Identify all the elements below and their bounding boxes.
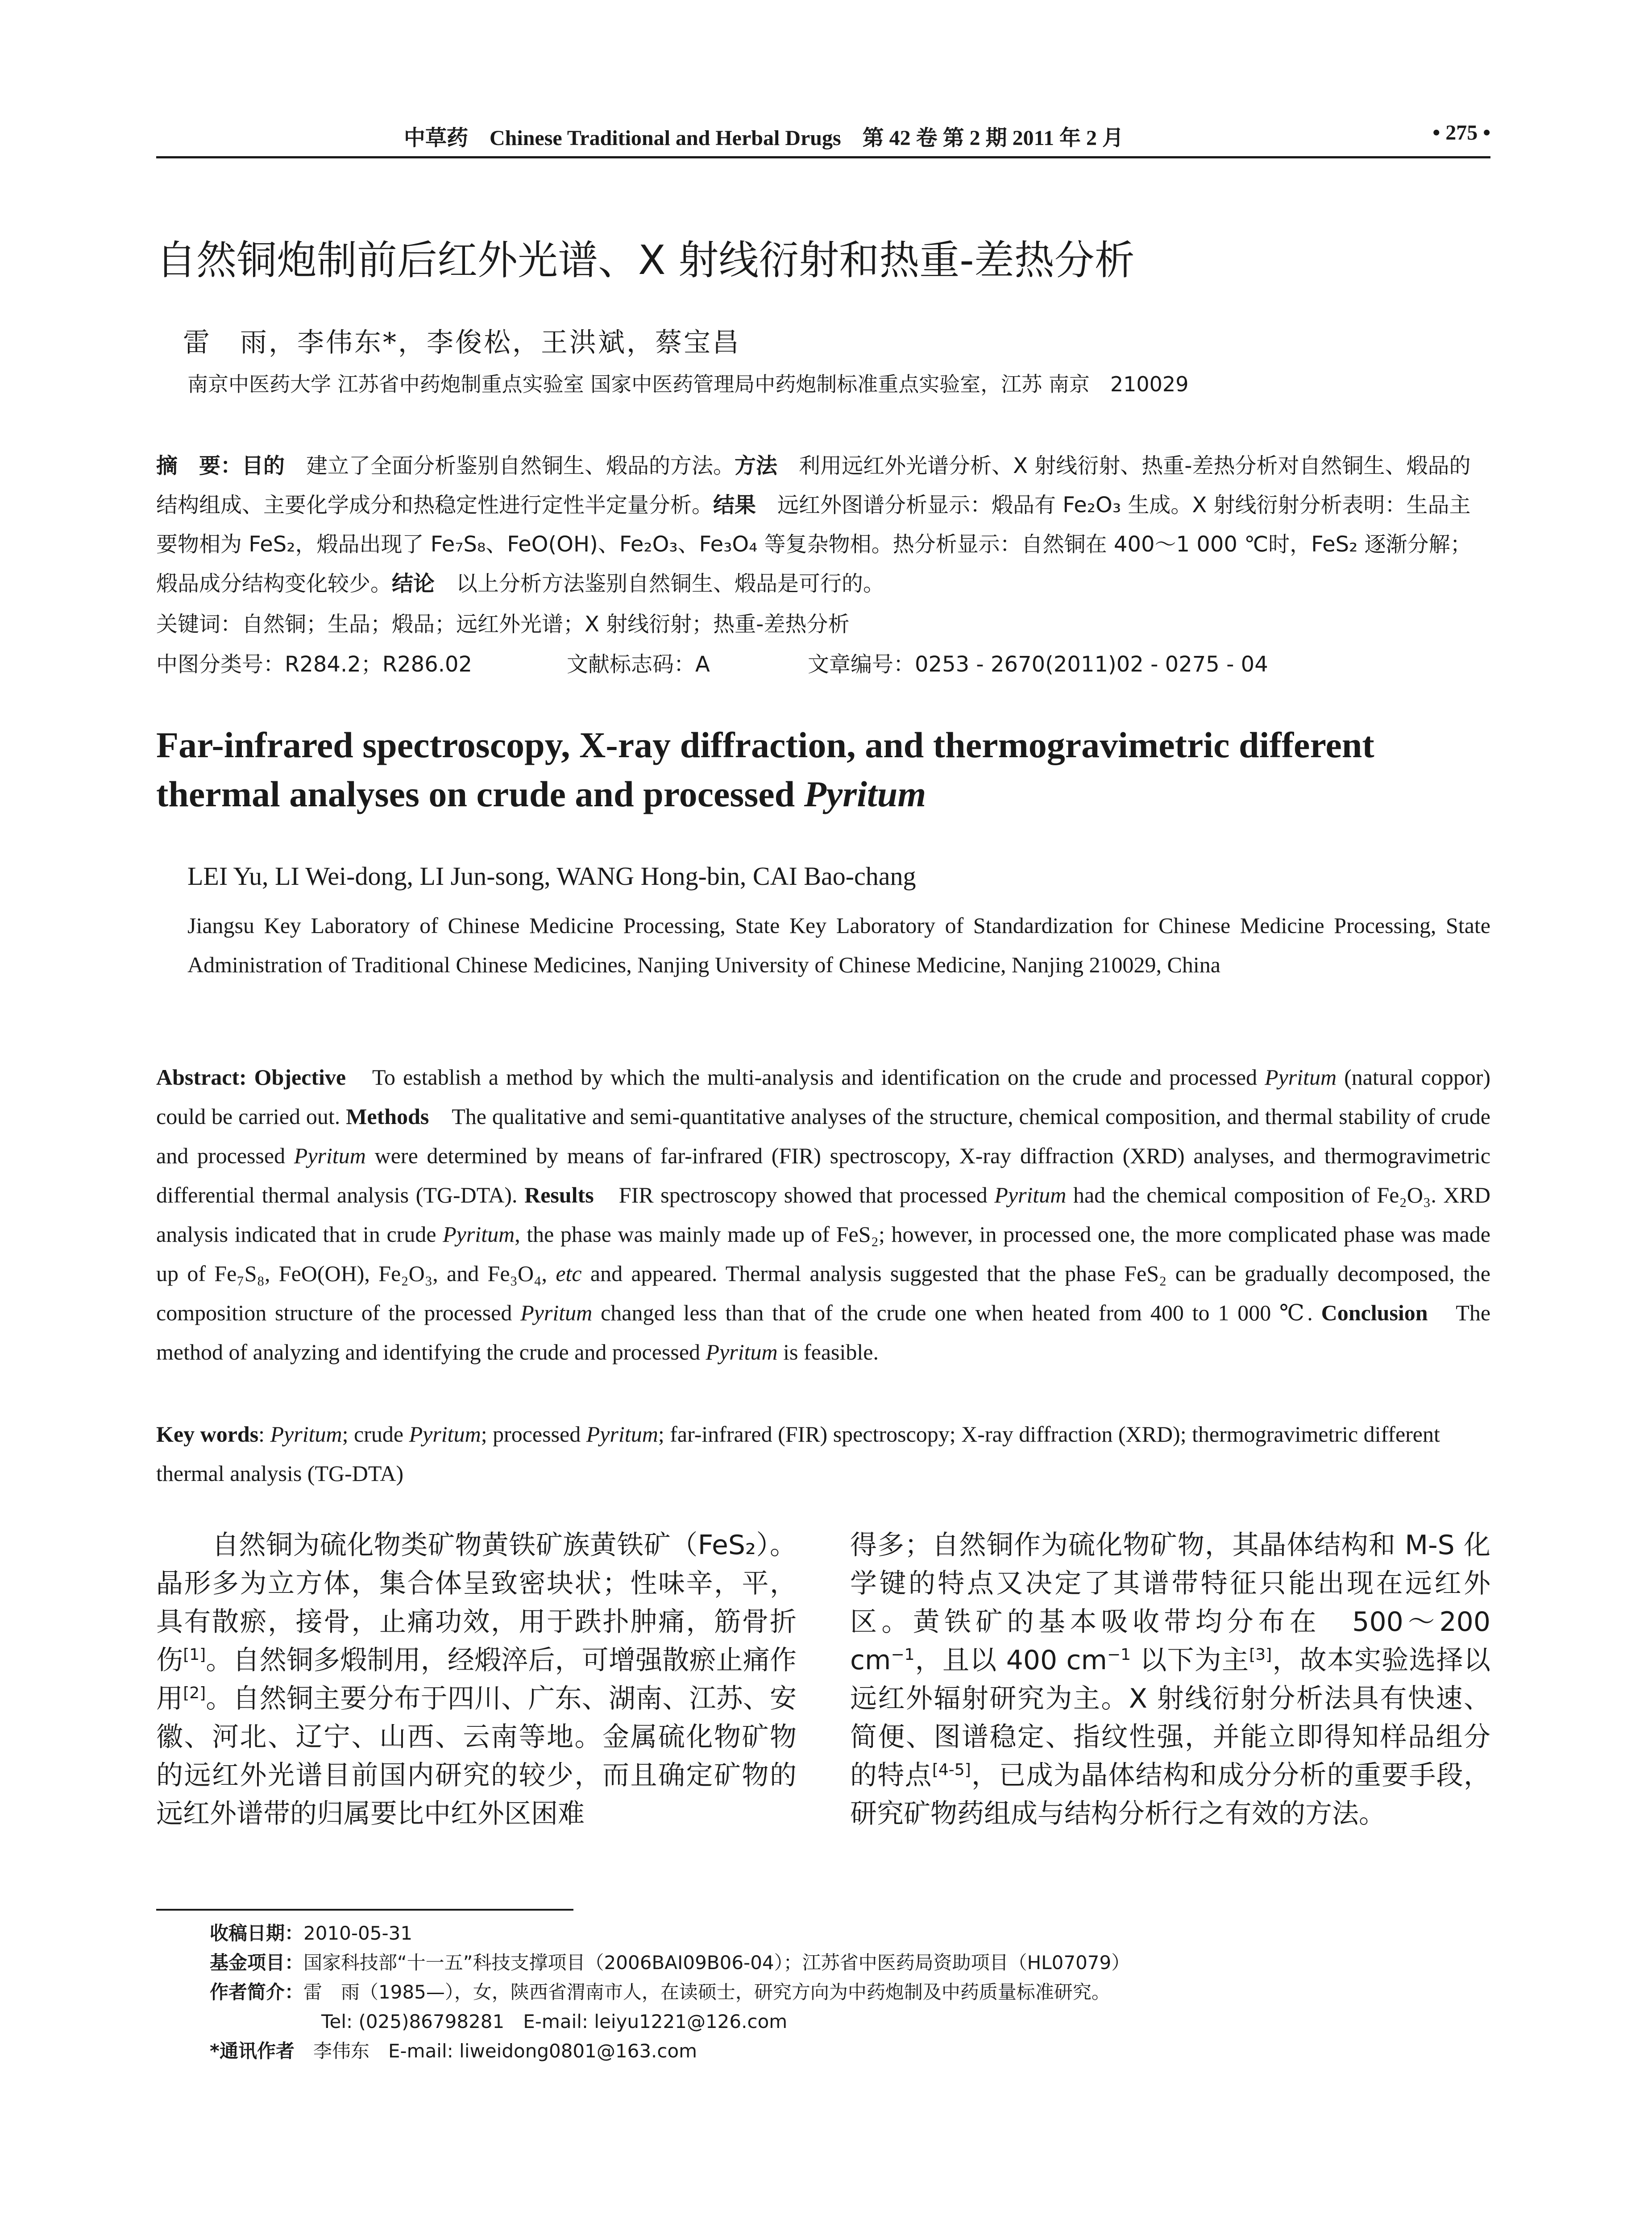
keywords-cn: 关键词：自然铜；生品；煅品；远红外光谱；X 射线衍射；热重-差热分析	[156, 612, 850, 637]
results-en: FIR spectroscopy showed that processed	[594, 1182, 995, 1207]
body-column-right	[850, 1526, 1490, 1833]
document-code: 文献标志码：A	[567, 652, 710, 677]
results-cn: 远红外图谱分析显示：煅品有 Fe₂O₃ 生成。X 射线衍射分析表明：生品主要物相为 FeS₂，煅品出现了 Fe₇S₈、FeO(OH)、Fe₂O₃、Fe₃O₄ 等复杂物相。热分析显示：自然铜在 400～1 000 ℃时，FeS₂ 逐渐分解；煅品成分结构变化较少。	[156, 493, 1472, 596]
conclusion-en: is feasible.	[777, 1339, 879, 1364]
pyritum-term: Pyritum	[270, 1422, 342, 1447]
keywords-en-text: ; crude	[342, 1422, 409, 1447]
results-en: , the phase was mainly made up of FeS₂; however, in processed one, the more complicated phase was made up of Fe₇S₈, FeO(OH), Fe₂O₃, and Fe₃O₄,	[156, 1222, 1490, 1286]
body-text: ，已成为晶体结构和成分分析的重要手段，研究矿物药组成与结构分析行之有效的方法。	[850, 1760, 1491, 1829]
methods-en: The qualitative and semi-quantitative analyses of the structure, chemical composition, and thermal stability of crude and processed	[156, 1104, 1491, 1168]
author-contact: Tel: (025)86798281 E-mail: leiyu1221@126.com	[321, 2011, 788, 2032]
body-text: 。自然铜多煅制用，经煅淬后，可增强散瘀止痛作用	[156, 1645, 797, 1714]
objective-en: To establish a method by which the multi-analysis and identification on the crude and processed	[346, 1065, 1265, 1090]
footnotes	[210, 1919, 1490, 2066]
fund-info: 国家科技部“十一五”科技支撑项目（2006BAI09B06-04）；江苏省中医药局资助项目（HL07079）	[303, 1952, 1130, 1974]
pyritum-term: Pyritum	[294, 1143, 366, 1168]
conclusion-cn-label: 结论	[392, 571, 435, 596]
results-en: and appeared. Thermal analysis suggested that the phase FeS₂ can be gradually decomposed, the composition structure of the processed	[156, 1261, 1490, 1325]
pyritum-term: Pyritum	[520, 1300, 593, 1325]
body-text: 以下为主	[1131, 1645, 1249, 1676]
authors-en: LEI Yu, LI Wei-dong, LI Jun-song, WANG Hong-bin, CAI Bao-chang	[187, 862, 916, 891]
pyritum-term: Pyritum	[586, 1422, 658, 1447]
title-en	[156, 721, 1490, 819]
abstract-cn	[156, 446, 1490, 603]
author-bio-label: 作者简介：	[210, 1981, 304, 2003]
conclusion-cn: 以上分析方法鉴别自然铜生、煅品是可行的。	[435, 571, 885, 596]
affiliation-en: Jiangsu Key Laboratory of Chinese Medicine Processing, State Key Laboratory of Standardization for Chinese Medicine Processing, State Administration of Traditional Chinese Medicines, Nanjing University of Chinese Medicine, Nanjing 210029, China	[187, 913, 1490, 977]
clc-number: 中图分类号：R284.2；R286.02	[156, 652, 473, 677]
pyritum-term: Pyritum	[706, 1339, 778, 1364]
pyritum-term: Pyritum	[1265, 1065, 1337, 1090]
received-label: 收稿日期：	[210, 1922, 304, 1944]
keywords-en-text: :	[258, 1422, 270, 1447]
fund-label: 基金项目：	[210, 1952, 304, 1974]
methods-cn-label: 方法	[735, 453, 778, 478]
body-text: ，且以 400 cm	[914, 1645, 1107, 1676]
superscript: −1	[1107, 1646, 1131, 1664]
corresponding-label: *通讯作者	[210, 2040, 295, 2062]
journal-info: 中草药 Chinese Traditional and Herbal Drugs 第 42 卷 第 2 期 2011 年 2 月	[404, 126, 1124, 150]
pyritum-term: Pyritum	[443, 1222, 515, 1247]
pyritum-term: Pyritum	[994, 1182, 1067, 1207]
keywords-en-text: ; far-infrared (FIR) spectroscopy; X-ray diffraction (XRD); thermogravimetric different thermal analysis (TG-DTA)	[156, 1422, 1440, 1486]
citation-ref: [4-5]	[932, 1761, 971, 1779]
conclusion-en: The method of analyzing and identifying the crude and processed	[156, 1300, 1491, 1364]
affiliation-cn: 南京中医药大学 江苏省中药炮制重点实验室 国家中医药管理局中药炮制标准重点实验室，江苏 南京 210029	[187, 372, 1189, 396]
objective-cn-label: 目的	[242, 453, 285, 478]
received-date: 2010-05-31	[303, 1922, 413, 1944]
objective-en-tail: (natural coppor) could be carried out.	[156, 1065, 1490, 1129]
keywords-en	[156, 1414, 1490, 1493]
author-bio: 雷 雨（1985—），女，陕西省渭南市人，在读硕士，研究方向为中药炮制及中药质量标准研究。	[303, 1981, 1110, 2003]
methods-en-tail: were determined by means of far-infrared (FIR) spectroscopy, X-ray diffraction (XRD) analyses, and thermogravimetric differential thermal analysis (TG-DTA).	[156, 1143, 1490, 1207]
keywords-en-label: Key words	[156, 1422, 259, 1447]
citation-ref: [3]	[1249, 1646, 1272, 1664]
page-number: • 275 •	[1432, 121, 1490, 145]
superscript: −1	[891, 1646, 915, 1664]
citation-ref: [1]	[183, 1646, 206, 1664]
title-en-italic: Pyritum	[804, 774, 926, 814]
etc-term: etc	[556, 1261, 582, 1286]
authors-cn: 雷 雨，李伟东*，李俊松，王洪斌，蔡宝昌	[183, 327, 741, 358]
body-text: 。自然铜主要分布于四川、广东、湖南、江苏、安徽、河北、辽宁、山西、云南等地。金属硫化物矿物的远红外光谱目前国内研究的较少，而且确定矿物的远红外谱带的归属要比中红外区困难	[156, 1683, 797, 1829]
header-rule	[156, 156, 1490, 158]
running-header	[156, 120, 1490, 156]
abstract-cn-label: 摘 要：	[156, 453, 242, 478]
abstract-en	[156, 1057, 1490, 1372]
objective-cn: 建立了全面分析鉴别自然铜生、煅品的方法。	[285, 453, 735, 478]
citation-ref: [2]	[183, 1684, 206, 1702]
body-text: 自然铜为硫化物类矿物黄铁矿族黄铁矿（FeS₂）。晶形多为立方体，集合体呈致密块状；性味辛，平，具有散瘀，接骨，止痛功效，用于跌扑肿痛，筋骨折伤	[156, 1530, 797, 1676]
methods-cn: 利用远红外光谱分析、X 射线衍射、热重-差热分析对自然铜生、煅品的结构组成、主要化学成分和热稳定性进行定性半定量分析。	[156, 453, 1471, 518]
keywords-en-text: ; processed	[481, 1422, 586, 1447]
pyritum-term: Pyritum	[409, 1422, 481, 1447]
body-text: 得多；自然铜作为硫化物矿物，其晶体结构和 M-S 化学键的特点又决定了其谱带特征只能出现在远红外区。黄铁矿的基本吸收带均分布在 500～200 cm	[850, 1530, 1490, 1676]
results-en: had the chemical composition of Fe₂O₃. XRD analysis indicated that in crude	[156, 1182, 1490, 1247]
abstract-en-label: Abstract: Objective	[156, 1065, 346, 1090]
corresponding-author: 李伟东 E-mail: liweidong0801@163.com	[294, 2040, 697, 2062]
body-text: ，故本实验选择以远红外辐射研究为主。X 射线衍射分析法具有快速、简便、图谱稳定、指纹性强，并能立即得知样品组分的特点	[850, 1645, 1490, 1791]
title-cn: 自然铜炮制前后红外光谱、X 射线衍射和热重-差热分析	[156, 237, 1135, 284]
article-number: 文章编号：0253 - 2670(2011)02 - 0275 - 04	[808, 652, 1268, 677]
methods-en-label: Methods	[346, 1104, 429, 1129]
results-cn-label: 结果	[713, 493, 756, 518]
title-en-text: Far-infrared spectroscopy, X-ray diffraction, and thermogravimetric different thermal analyses on crude and processed	[156, 725, 1374, 814]
footnote-rule	[156, 1909, 573, 1911]
conclusion-en-label: Conclusion	[1321, 1300, 1428, 1325]
results-en: changed less than that of the crude one when heated from 400 to 1 000 ℃.	[592, 1300, 1321, 1325]
results-en-label: Results	[524, 1182, 594, 1207]
body-column-left	[156, 1526, 797, 1833]
